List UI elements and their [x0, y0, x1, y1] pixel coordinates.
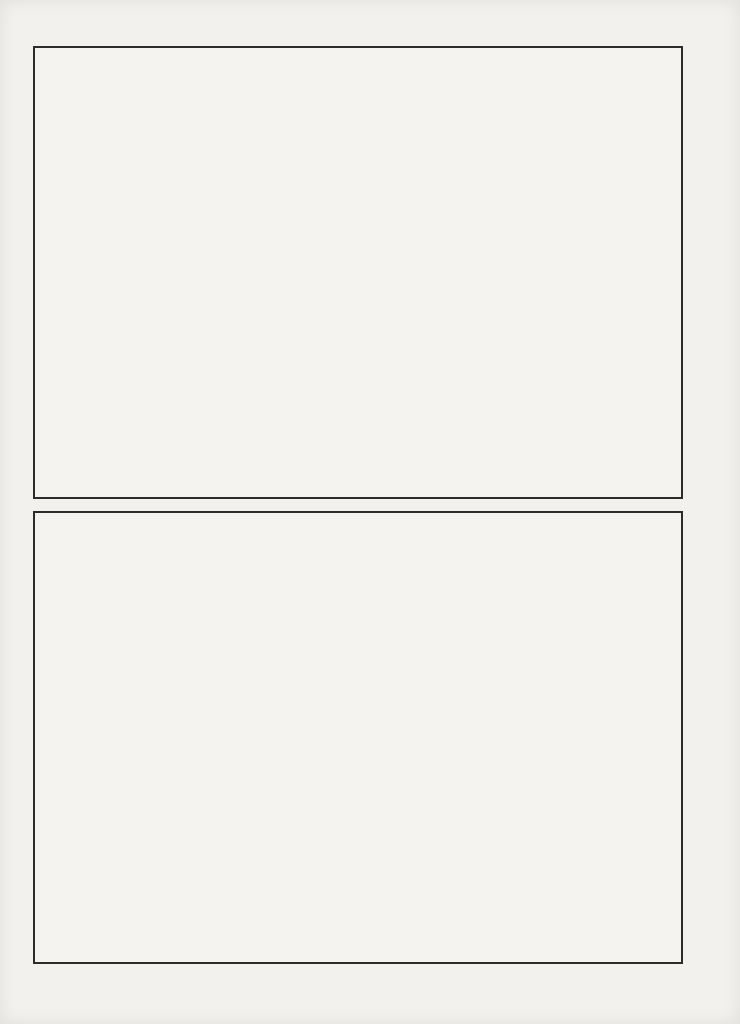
- roster-table-bottom: [33, 511, 683, 964]
- roster-table-top: [33, 46, 683, 499]
